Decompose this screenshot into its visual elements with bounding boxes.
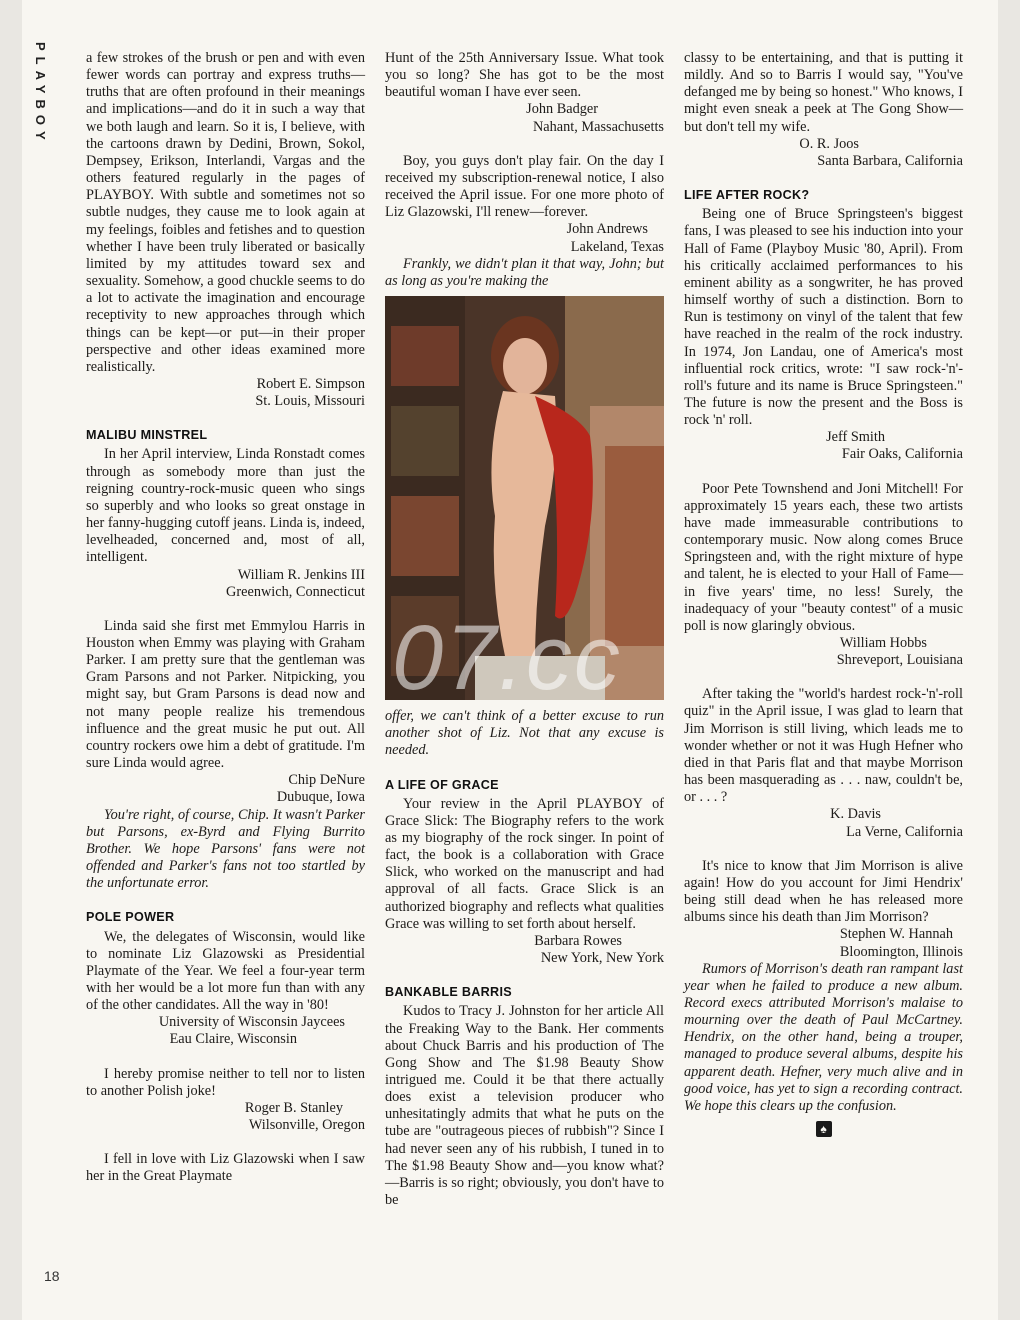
signer-name: William R. Jenkins III <box>237 566 365 583</box>
editor-reply: offer, we can't think of a better excuse to run another shot of Liz. Not that any excuse is needed. <box>385 708 664 759</box>
running-masthead <box>30 42 50 146</box>
playmate-photo <box>385 296 664 700</box>
signer-place: Shreveport, Louisiana <box>836 652 963 669</box>
photo-illustration <box>385 296 664 700</box>
letter-text: Kudos to Tracy J. Johnston for her article All the Freaking Way to the Bank. Her comments about Chuck Barris and his production of The Gong Show and The $1.98 Beauty Show intrigued me. Could it be that there actually does exist a television producer who unhesitatingly admits that what he puts on the tube are "outrageous pieces of rubbish"? Since I had never seen any of his rubbish, I tuned in to The $1.98 Beauty Show and—you know what?—Barris is so right; obviously, you don't have to be <box>385 1003 664 1209</box>
letter-text: I fell in love with Liz Glazowski when I saw her in the Great Playmate <box>86 1151 365 1185</box>
letter-signature <box>684 429 963 463</box>
signer-name: John Badger <box>526 101 598 118</box>
letter-signature <box>684 136 963 170</box>
masthead-text: PLAYBOY <box>33 42 48 146</box>
signer-place: New York, New York <box>540 950 664 967</box>
letter-signature <box>385 101 664 135</box>
section-heading: BANKABLE BARRIS <box>385 985 512 1000</box>
signer-place: Fair Oaks, California <box>841 446 963 463</box>
editor-reply: Rumors of Morrison's death ran rampant last year when he failed to produce a new album. Record execs attributed Morrison's malaise to mourning over the death of Paul McCartney. Hendrix, on the other hand, being a trouper, managed to produce several albums, despite his apparent death. Hefner, very much alive and in good voice, has yet to sign a recording contract. We hope this clears up the confusion. <box>684 960 963 1114</box>
signer-place: Santa Barbara, California <box>817 152 963 169</box>
letter-text: After taking the "world's hardest rock-'n'-roll quiz" in the April issue, I was glad to learn that Jim Morrison is still living, which leads me to wonder whether or not it was Hugh Hefner who died in that Paris flat and that maybe Morrison has been masquerading as . . . naw, couldn't be, or . . . ? <box>684 686 963 806</box>
letter-text: Poor Pete Townshend and Joni Mitchell! For approximately 15 years each, these two artists have made immeasurable contributions to contemporary music. Now along comes Bruce Springsteen and, with the right mixture of hype and talent, he is elected to your Hall of Fame—in five years' time, no less! Surely, the inadequacy of your "beauty contest" of a music poll is now glaringly obvious. <box>684 480 963 634</box>
letter-text: In her April interview, Linda Ronstadt comes through as somebody more than just the reigning country-rock-music queen who sings so superbly and who looks so great onstage in her fanny-hugging cutoff jeans. Linda is, indeed, levelheaded, concerned and, most of all, intelligent. <box>86 446 365 566</box>
signer-place: Wilsonville, Oregon <box>248 1117 365 1134</box>
signer-place: Bloomington, Illinois <box>839 943 963 960</box>
letter-signature <box>86 376 365 410</box>
letter-signature <box>86 772 365 806</box>
letter-signature <box>86 1014 365 1048</box>
column-1 <box>86 50 365 1186</box>
signer-name: Robert E. Simpson <box>256 375 365 392</box>
signer-place: Eau Claire, Wisconsin <box>169 1031 297 1048</box>
editor-reply: You're right, of course, Chip. It wasn't Parker but Parsons, ex-Byrd and Flying Burrito Brother. We hope Parsons' fans were not offended and Parker's fans not too startled by the unfortunate error. <box>86 806 365 892</box>
signer-place: St. Louis, Missouri <box>255 393 365 410</box>
column-3 <box>684 50 963 1138</box>
letter-text: Linda said she first met Emmylou Harris in Houston when Emmy was playing with Graham Parker. I am pretty sure that the gentleman was Gram Parsons and not Parker. Nitpicking, you might say, but Gram Parsons is dead now and not many people realize his tremendous influence and the great music he put out. All country rockers owe him a debt of gratitude. I'm sure Linda would agree. <box>86 617 365 772</box>
letter-signature <box>86 1100 365 1134</box>
signer-name: Jeff Smith <box>826 429 885 446</box>
letter-signature <box>385 221 664 255</box>
letter-text: Hunt of the 25th Anniversary Issue. What took you so long? She has got to be the most beautiful woman I have ever seen. <box>385 50 664 101</box>
signer-name: William Hobbs <box>839 635 927 651</box>
letter-text: It's nice to know that Jim Morrison is alive again! How do you account for Jimi Hendrix' being still dead when he has released more albums since his death than Jim Morrison? <box>684 857 963 926</box>
column-2 <box>385 50 664 1209</box>
letter-signature <box>684 806 963 840</box>
section-heading: A LIFE OF GRACE <box>385 777 499 792</box>
section-heading: MALIBU MINSTREL <box>86 428 208 443</box>
signer-name: K. Davis <box>830 806 881 823</box>
page-number: 18 <box>44 1268 60 1284</box>
letter-signature <box>684 926 963 960</box>
letter-text: Being one of Bruce Springsteen's biggest fans, I was pleased to see his induction into your Hall of Fame (Playboy Music '80, April). From his critically acclaimed performances to his eminent ability as a songwriter, he has proved himself worthy of such a distinction. Born to Run is testimony on vinyl of the talent that few have reached in the realm of the rock industry. In 1974, Jon Landau, one of America's most influential rock critics, wrote: "I saw rock-'n'-roll's future and its name is Bruce Springsteen." The future is now the present and the Boss is rock 'n' roll. <box>684 206 963 429</box>
signer-name: Chip DeNure <box>288 772 365 789</box>
signer-name: Roger B. Stanley <box>244 1099 343 1116</box>
letter-text: Boy, you guys don't play fair. On the day I received my subscription-renewal notice, I also received the April issue. For one more photo of Liz Glazowski, I'll renew—forever. <box>385 152 664 221</box>
signer-name: John Andrews <box>566 221 648 238</box>
signer-place: Dubuque, Iowa <box>276 789 365 806</box>
signer-place: Nahant, Massachusetts <box>532 118 664 135</box>
section-heading: LIFE AFTER ROCK? <box>684 188 810 203</box>
watermark: 07.cc <box>392 607 622 709</box>
signer-name: Barbara Rowes <box>534 932 622 949</box>
letter-text: We, the delegates of Wisconsin, would like to nominate Liz Glazowski as Presidential Playmate of the Year. We feel a four-year term with her would be a lot more fun than with any of the other candidates. All the way in '80! <box>86 928 365 1014</box>
bunny-logo-icon: ♠ <box>816 1121 832 1137</box>
signer-name: Stephen W. Hannah <box>839 926 953 943</box>
signer-place: Greenwich, Connecticut <box>226 583 365 600</box>
editor-reply: Frankly, we didn't plan it that way, John; but as long as you're making the <box>385 255 664 289</box>
signer-place: La Verne, California <box>846 823 963 840</box>
letter-text: I hereby promise neither to tell nor to listen to another Polish joke! <box>86 1065 365 1099</box>
letter-text: a few strokes of the brush or pen and with even fewer words can portray and express truths—truths that are often profound in their meanings and implications—and do it in such a way that we both laugh and learn. So it is, I believe, with the cartoons drawn by Dedini, Brown, Sokol, Dempsey, Erikson, Interlandi, Vargas and the others featured regularly in the pages of PLAYBOY. With subtle and sometimes not so subtle nudges, they cause me to look again at my feelings, foibles and fetishes and to question whether I have been truly liberated or basically limited by my attitudes toward sex and sexuality. Somehow, a good chuckle seems to do a lot to activate the imagination and encourage receptivity to new approaches through which things can be kept—or put—in their proper perspective and other ideas examined more realistically. <box>86 50 365 375</box>
signer-name: O. R. Joos <box>799 135 859 152</box>
letter-signature <box>86 567 365 601</box>
letter-text: Your review in the April PLAYBOY of Grace Slick: The Biography refers to the work as my biography of the rock singer. In point of fact, the book is a collaboration with Grace Slick, who worked on the manuscript and had approval of all facts. Grace Slick is an authorized biography and reflects what qualities Grace was willing to set forth about herself. <box>385 795 664 932</box>
signer-place: Lakeland, Texas <box>570 238 664 255</box>
letter-signature <box>684 635 963 669</box>
letter-signature <box>385 933 664 967</box>
letter-text: classy to be entertaining, and that is putting it mildly. And so to Barris I would say, "You've defanged me by being so honest." Who knows, I might even sneak a peek at The Gong Show—but don't tell my wife. <box>684 50 963 135</box>
section-heading: POLE POWER <box>86 910 175 925</box>
signer-name: University of Wisconsin Jaycees <box>158 1014 345 1031</box>
